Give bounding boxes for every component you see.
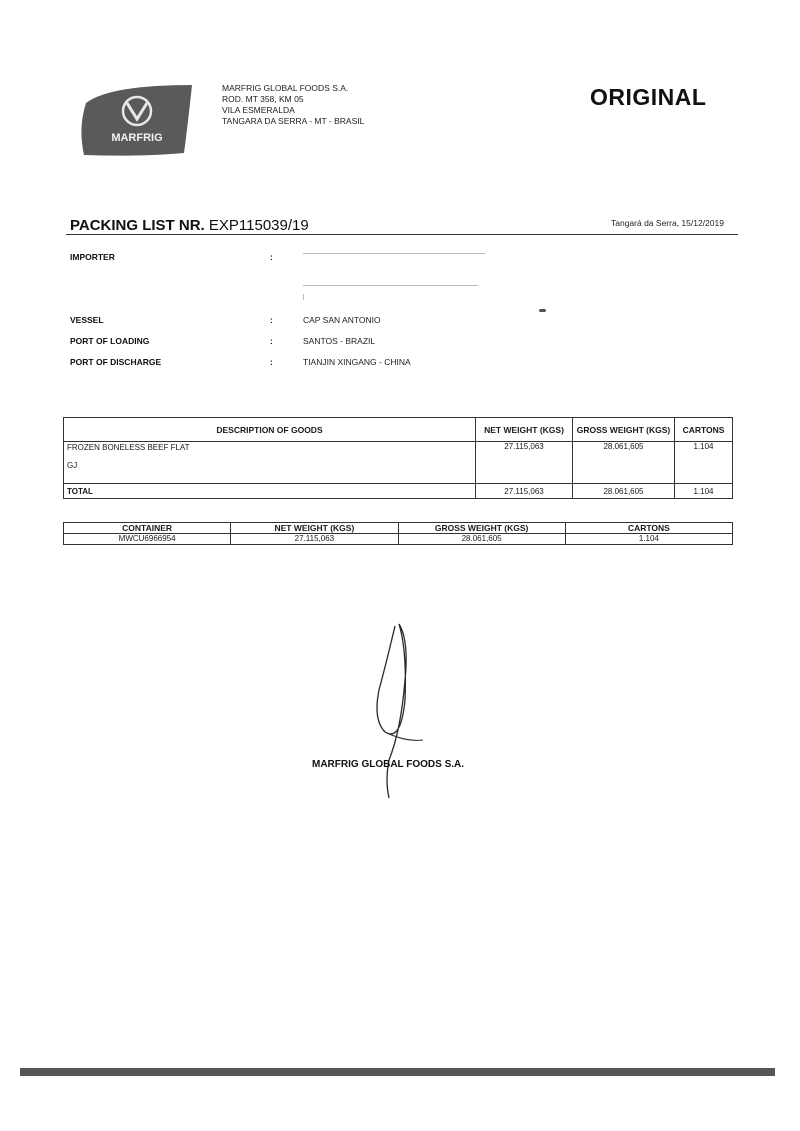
redacted-importer-line — [303, 253, 485, 254]
goods-net: 27.115,063 — [476, 442, 573, 484]
importer-colon: : — [270, 252, 273, 262]
document-title — [70, 217, 309, 234]
handwritten-signature — [365, 620, 435, 800]
col-container: CONTAINER — [64, 523, 231, 534]
col-description: DESCRIPTION OF GOODS — [64, 418, 476, 442]
goods-description: FROZEN BONELESS BEEF FLAT — [67, 443, 190, 452]
container-header-row — [64, 523, 733, 534]
scan-edge-bar — [20, 1068, 775, 1076]
port-discharge-label: PORT OF DISCHARGE — [70, 357, 162, 367]
original-stamp: ORIGINAL — [590, 84, 707, 110]
col-net-weight: NET WEIGHT (KGS) — [476, 418, 573, 442]
total-gross: 28.061,605 — [573, 484, 675, 499]
importer-label: IMPORTER — [70, 252, 115, 262]
logo-text: MARFRIG — [111, 132, 163, 144]
company-name: MARFRIG GLOBAL FOODS S.A. — [222, 83, 349, 93]
title-divider — [66, 234, 738, 235]
goods-header-row — [64, 418, 733, 442]
signatory-company: MARFRIG GLOBAL FOODS S.A. — [312, 759, 465, 770]
document-number: EXP115039/19 — [208, 217, 309, 234]
total-net: 27.115,063 — [476, 484, 573, 499]
goods-description-cell — [64, 442, 476, 484]
total-label: TOTAL — [64, 484, 476, 499]
col-gross-weight: GROSS WEIGHT (KGS) — [573, 418, 675, 442]
total-row — [64, 484, 733, 499]
address-line: VILA ESMERALDA — [222, 105, 295, 115]
table-row — [64, 442, 733, 484]
port-loading-colon: : — [270, 336, 273, 346]
company-address — [222, 83, 364, 127]
port-discharge-value: TIANJIN XINGANG - CHINA — [303, 357, 411, 367]
scan-speck — [539, 309, 546, 312]
col-cartons: CARTONS — [565, 523, 732, 534]
goods-table — [63, 417, 733, 499]
title-label: PACKING LIST NR. — [70, 217, 205, 234]
address-line: TANGARA DA SERRA - MT - BRASIL — [222, 116, 365, 126]
vessel-value: CAP SAN ANTONIO — [303, 315, 381, 325]
address-line: ROD. MT 358, KM 05 — [222, 94, 304, 104]
col-net-weight: NET WEIGHT (KGS) — [231, 523, 398, 534]
container-net: 27.115,063 — [231, 534, 398, 545]
container-gross: 28.061,605 — [398, 534, 565, 545]
goods-note: GJ — [67, 461, 78, 470]
container-cartons: 1.104 — [565, 534, 732, 545]
redacted-importer-line — [303, 285, 478, 286]
col-cartons: CARTONS — [675, 418, 733, 442]
redacted-mark — [303, 294, 304, 300]
vessel-label: VESSEL — [70, 315, 104, 325]
container-id: MWCU6966954 — [64, 534, 231, 545]
port-loading-value: SANTOS - BRAZIL — [303, 336, 376, 346]
col-gross-weight: GROSS WEIGHT (KGS) — [398, 523, 565, 534]
goods-gross: 28.061,605 — [573, 442, 675, 484]
place-date: Tangará da Serra, 15/12/2019 — [611, 218, 724, 228]
port-loading-label: PORT OF LOADING — [70, 336, 150, 346]
company-logo — [80, 83, 195, 157]
vessel-colon: : — [270, 315, 273, 325]
goods-cartons: 1.104 — [675, 442, 733, 484]
port-discharge-colon: : — [270, 357, 273, 367]
total-cartons: 1.104 — [675, 484, 733, 499]
container-table — [63, 522, 733, 545]
table-row — [64, 534, 733, 545]
